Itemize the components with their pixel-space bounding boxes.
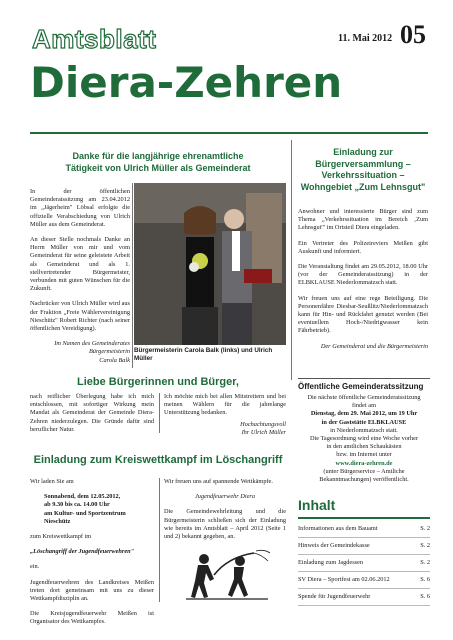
toc-item[interactable]	[298, 572, 430, 589]
table-of-contents	[298, 497, 430, 606]
article1-photo	[134, 183, 286, 345]
sidebar1-headline-line: Bürgerversammlung –	[315, 158, 411, 169]
article3-paragraph: zum Kreiswettkampf im	[30, 533, 92, 541]
firefighter-illustration	[178, 545, 274, 603]
photo-caption: Bürgermeisterin Carola Balk (links) und Ulrich Müller	[134, 347, 273, 362]
article3-col1	[30, 478, 154, 634]
event-line: Nieschütz	[44, 517, 71, 525]
article2-col1: nach reiflicher Überlegung habe ich mich entschlossen, mit sofortiger Wirkung mein Mandat als Gemeinderat der Gemeinde Diera-Zehren niederzulegen. Die Gründe dafür sind beruflicher Natur.	[30, 393, 154, 433]
article3-paragraph: Wir laden Sie am	[30, 478, 74, 485]
article3-paragraph: Wir freuen uns auf spannende Wettkämpfe.	[164, 478, 273, 485]
toc-item-page: S. 2	[420, 559, 430, 566]
event-line: am Kultur- und Sportzentrum	[44, 509, 126, 517]
article3-paragraph: „Löschangriff der Jugendfeuerwehren"	[30, 548, 135, 556]
sidebar1-headline-line: Verkehrssituation –	[321, 170, 405, 180]
meeting-line: in Niederlommatzsch statt.	[330, 426, 398, 434]
sidebar1-signature: Der Gemeinderat und die Bürgermeisterin	[320, 342, 428, 350]
meeting-line: (unter Bürgerservice – Amtliche	[323, 467, 405, 475]
toc-item[interactable]	[298, 521, 430, 538]
sidebar1-body	[298, 208, 428, 358]
council-meeting-box	[298, 378, 430, 492]
column-divider	[159, 393, 160, 433]
article3-headline: Einladung zum Kreiswettkampf im Löschangriff	[33, 454, 283, 466]
toc-item[interactable]	[298, 555, 430, 572]
photo-illustration	[134, 183, 286, 345]
column-divider	[159, 478, 160, 602]
event-line: Sonnabend, dem 12.05.2012,	[44, 493, 121, 501]
toc-item[interactable]	[298, 538, 430, 555]
toc-list	[298, 521, 430, 606]
sidebar1-paragraph: Anwohner und interessierte Bürger sind zum Thema „Verkehrssituation im Bereich ‚Zum Lehnsgut'" im Ortsteil Diera eingeladen.	[298, 208, 428, 232]
toc-item-page: S. 2	[420, 542, 430, 549]
toc-item-page: S. 2	[420, 525, 430, 532]
article2-headline: Liebe Bürgerinnen und Bürger,	[77, 376, 239, 388]
toc-item-page: S. 6	[420, 593, 430, 600]
council-meeting-title: Öffentliche Gemeinderatssitzung	[298, 382, 424, 391]
article1-signature	[30, 340, 130, 365]
sidebar1-paragraph: Wir freuen uns auf eine rege Beteiligung. Die Personenfähre Diesbar-Seußlitz/Niederlommatzsch kann für Hin- und Rückfahrt genutzt werden (Bei eventuellem Hoch-/Niedrigwasser kein Fährbetrieb).	[298, 294, 428, 335]
event-details	[30, 493, 154, 526]
firefighter-icon	[178, 545, 274, 603]
article2-col2	[164, 393, 286, 437]
masthead-title: Diera-Zehren	[30, 58, 343, 107]
toc-item[interactable]	[298, 589, 430, 606]
toc-rule	[298, 517, 430, 519]
article3-paragraph: ein.	[30, 563, 40, 571]
toc-item-label: Spende für Jugendfeuerwehr	[298, 593, 371, 600]
article1-headline	[30, 150, 286, 174]
meeting-line: Bekanntmachungen) veröffentlicht.	[319, 476, 409, 484]
article1-body	[30, 188, 130, 365]
event-line: ab 9.30 bis ca. 14.00 Uhr	[44, 501, 110, 509]
article3-paragraph: Die Kreisjugendfeuerwehr Meißen ist Organisator des Wettkampfes.	[30, 610, 154, 626]
toc-title: Inhalt	[298, 497, 336, 513]
meeting-line: Die Tagesordnung wird eine Woche vorher	[309, 435, 419, 443]
masthead-rule	[30, 132, 428, 134]
meeting-line: in den amtlichen Schaukästen	[326, 443, 402, 451]
issue-number: 05	[400, 20, 426, 49]
meeting-line: bzw. im Internet unter	[336, 451, 392, 459]
column-divider	[132, 183, 133, 368]
article1-paragraph: An dieser Stelle nochmals Danke an Herrn Müller von mir und vom Gemeinderat für seine geleistete Arbeit als Gemeinderat und als 1. stellvertretender Bürgermeister, verbunden mit guten Wünschen für die Zukunft.	[30, 236, 130, 293]
article1-paragraph: Nachrücker von Ulrich Müller wird aus der Fraktion „Freie Wählervereinigung Nieschütz" Robert Richter (nach seiner öffentlichen Vereidigung).	[30, 300, 130, 333]
article3-signature: Jugendfeuerwehr Diera	[195, 493, 255, 501]
article3-col2	[164, 478, 286, 548]
issue-date: 11. Mai 2012	[338, 33, 393, 44]
toc-item-page: S. 6	[420, 576, 430, 583]
article2-signature	[164, 421, 286, 437]
sidebar1-headline	[298, 147, 428, 193]
signature-line: Bürgermeisterin	[88, 348, 130, 356]
meeting-line: findet am	[352, 402, 376, 410]
meeting-line: in der Gaststätte ELBKLAUSE	[321, 418, 407, 426]
article1-paragraph: In der öffentlichen Gemeinderatssitzung am 23.04.2012 im „Jägerheim" Löbsal erfolgte die offizielle Verabschiedung von Ulrich Müller aus dem Gemeinderat.	[30, 188, 130, 228]
article1-headline-line2: Tätigkeit von Ulrich Müller als Gemeinderat	[65, 163, 251, 173]
meeting-line: Die nächste öffentliche Gemeinderatssitzung	[307, 394, 421, 401]
toc-item-label: SV Diera – Sportfest am 02.06.2012	[298, 576, 390, 583]
toc-item-label: Hinweis der Gemeindekasse	[298, 542, 370, 549]
signature-line: Im Namen des Gemeinderates	[54, 340, 130, 348]
signature-line: Carola Balk	[99, 356, 130, 364]
council-meeting-body	[298, 394, 430, 484]
signature-line: Ihr Ulrich Müller	[241, 428, 286, 436]
article3-paragraph: Die Gemeindewehrleitung und die Bürgermeisterin schließen sich der Einladung wie bereits im Amtsblatt – April 2012 (Seite 1 und 2) bekannt gegeben, an.	[164, 508, 286, 541]
sidebar-divider	[291, 140, 292, 380]
toc-item-label: Informationen aus dem Bauamt	[298, 525, 378, 532]
meeting-line: Dienstag, dem 29. Mai 2012, um 19 Uhr	[310, 410, 418, 418]
sidebar1-headline-line: Wohngebiet „Zum Lehnsgut"	[300, 181, 426, 192]
article3-paragraph: Jugendfeuerwehren des Landkreises Meißen treten dort gemeinsam mit uns zu dieser Wettkampfdisziplin an.	[30, 578, 154, 603]
signature-line: Hochachtungsvoll	[240, 420, 286, 428]
sidebar1-headline-line: Einladung zur	[333, 147, 393, 157]
article2-paragraph: Ich möchte mich bei allen Mitstreitern und bei meinen Wählern für die jahrelange Unterstützung bedanken.	[164, 393, 286, 417]
sidebar1-paragraph: Die Veranstaltung findet am 29.05.2012, 18.00 Uhr (vor der Gemeinderatssitzung) in der ELBKLAUSE Niederlommatzsch statt.	[298, 263, 428, 287]
toc-item-label: Einladung zum Jagdessen	[298, 559, 364, 566]
website-link[interactable]: www.diera-zehren.de	[335, 459, 393, 467]
article1-headline-line1: Danke für die langjährige ehrenamtliche	[72, 151, 244, 161]
masthead-subtitle: Amtsblatt	[32, 24, 157, 54]
sidebar1-paragraph: Ein Vertreter des Polizeireviers Meißen gibt Auskunft und informiert.	[298, 239, 428, 255]
